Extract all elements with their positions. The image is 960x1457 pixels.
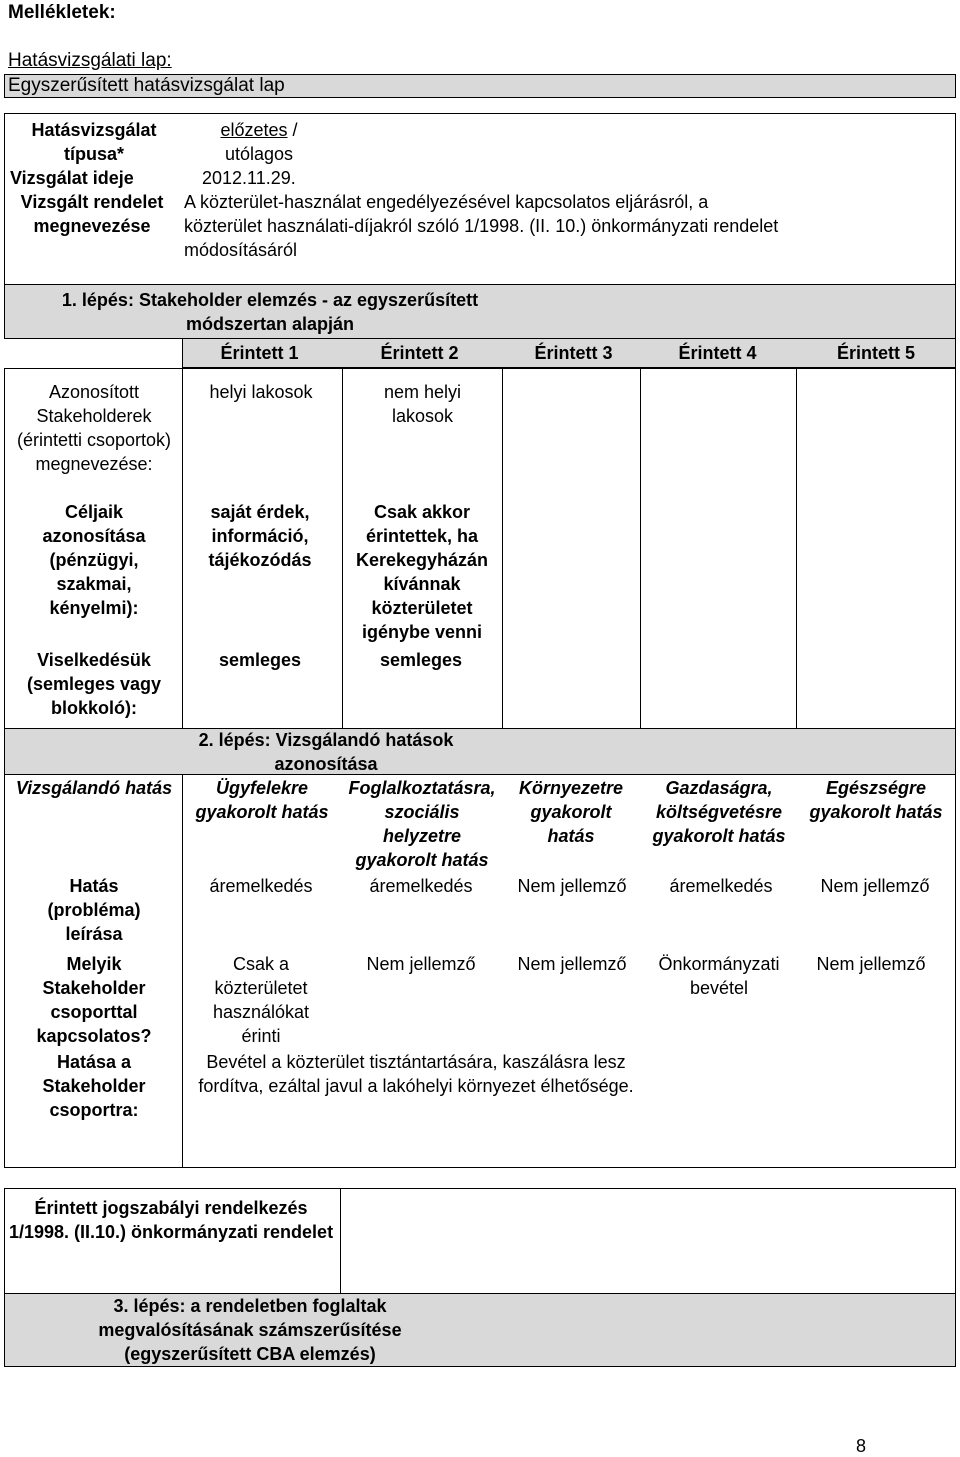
step1-header-4: Érintett 4 bbox=[678, 343, 757, 363]
page-number: 8 bbox=[856, 1436, 867, 1456]
problem-5: Nem jellemző bbox=[820, 876, 930, 896]
subheading: Hatásvizsgálati lap: bbox=[8, 50, 172, 71]
stakeholder-5: Nem jellemző bbox=[816, 954, 926, 974]
date-label: Vizsgálat ideje bbox=[10, 168, 134, 188]
problem-2: áremelkedés bbox=[369, 876, 473, 896]
type-value-after: utólagos bbox=[224, 144, 294, 164]
step2-header-2: Foglalkoztatásra, szociális helyzetre gyakorolt hatás bbox=[348, 778, 496, 870]
problem-label: Hatás (probléma) leírása bbox=[47, 876, 141, 944]
page-heading: Mellékletek: bbox=[8, 2, 116, 23]
step2-header-1: Ügyfelekre gyakorolt hatás bbox=[195, 778, 329, 822]
problem-4: áremelkedés bbox=[669, 876, 773, 896]
step3-title: 3. lépés: a rendeletben foglaltak megvalósításának számszerűsítése (egyszerűsített CBA elemzés) bbox=[98, 1296, 402, 1364]
grid-vline bbox=[502, 368, 503, 728]
type-value bbox=[200, 118, 318, 166]
row2-label: Céljaik azonosítása (pénzügyi, szakmai, kényelmi): bbox=[42, 502, 146, 618]
step2-band bbox=[5, 728, 955, 774]
effect-value: Bevétel a közterület tisztántartására, kaszálásra lesz fordítva, ezáltal javul a lakóhelyi környezet élhetősége. bbox=[198, 1052, 634, 1096]
grid-hline bbox=[4, 728, 956, 729]
stakeholder-1: Csak a közterületet használókat érinti bbox=[212, 954, 310, 1046]
step2-header-3: Környezetre gyakorolt hatás bbox=[518, 778, 624, 846]
step2-header-5: Egészségre gyakorolt hatás bbox=[809, 778, 943, 822]
row1-val-1: helyi lakosok bbox=[209, 382, 313, 402]
grid-vline bbox=[640, 368, 641, 728]
row3-val-2: semleges bbox=[379, 650, 463, 670]
effect-label: Hatása a Stakeholder csoportra: bbox=[42, 1052, 146, 1120]
stakeholder-4: Önkormányzati bevétel bbox=[658, 954, 780, 998]
row1-val-2: nem helyi lakosok bbox=[383, 382, 462, 426]
grid-vline bbox=[340, 1188, 341, 1294]
step2-title: 2. lépés: Vizsgálandó hatások azonosítása bbox=[198, 730, 454, 774]
type-value-sep: / bbox=[287, 120, 298, 140]
step2-row-label: Vizsgálandó hatás bbox=[15, 778, 173, 798]
step1-header-3: Érintett 3 bbox=[534, 343, 613, 363]
problem-3: Nem jellemző bbox=[517, 876, 627, 896]
step1-title: 1. lépés: Stakeholder elemzés - az egyszerűsített módszertan alapján bbox=[61, 290, 479, 334]
legal-label: Érintett jogszabályi rendelkezés 1/1998. (II.10.) önkormányzati rendelet bbox=[8, 1198, 334, 1242]
row1-label: Azonosított Stakeholderek (érintetti csoportok) megnevezése: bbox=[16, 382, 172, 474]
title-bar: Egyszerűsített hatásvizsgálat lap bbox=[4, 74, 956, 98]
row3-label: Viselkedésük (semleges vagy blokkoló): bbox=[26, 650, 162, 718]
stakeholder-label: Melyik Stakeholder csoporttal kapcsolatos? bbox=[36, 954, 152, 1046]
type-label: Hatásvizsgálat típusa* bbox=[31, 120, 157, 164]
step1-header-5: Érintett 5 bbox=[836, 343, 915, 363]
name-label: Vizsgált rendelet megnevezése bbox=[20, 192, 164, 236]
row2-val-1: saját érdek, információ, tájékozódás bbox=[208, 502, 312, 570]
type-value-before: előzetes bbox=[220, 120, 288, 140]
grid-vline bbox=[796, 368, 797, 728]
date-value: 2012.11.29. bbox=[202, 168, 296, 188]
step1-header-2: Érintett 2 bbox=[380, 343, 459, 363]
row3-val-1: semleges bbox=[218, 650, 302, 670]
name-value: A közterület-használat engedélyezésével kapcsolatos eljárásról, a közterület használati-díjakról szóló 1/1998. (II. 10.) önkormányzati rendelet módosításáról bbox=[184, 192, 779, 260]
stakeholder-2: Nem jellemző bbox=[366, 954, 476, 974]
step1-header-1: Érintett 1 bbox=[220, 343, 299, 363]
problem-1: áremelkedés bbox=[209, 876, 313, 896]
row2-val-2: Csak akkor érintettek, ha Kerekegyházán kívánnak közterületet igénybe venni bbox=[355, 502, 489, 642]
stakeholder-3: Nem jellemző bbox=[517, 954, 627, 974]
grid-hline bbox=[4, 774, 956, 775]
step2-header-4: Gazdaságra, költségvetésre gyakorolt hatás bbox=[652, 778, 786, 846]
